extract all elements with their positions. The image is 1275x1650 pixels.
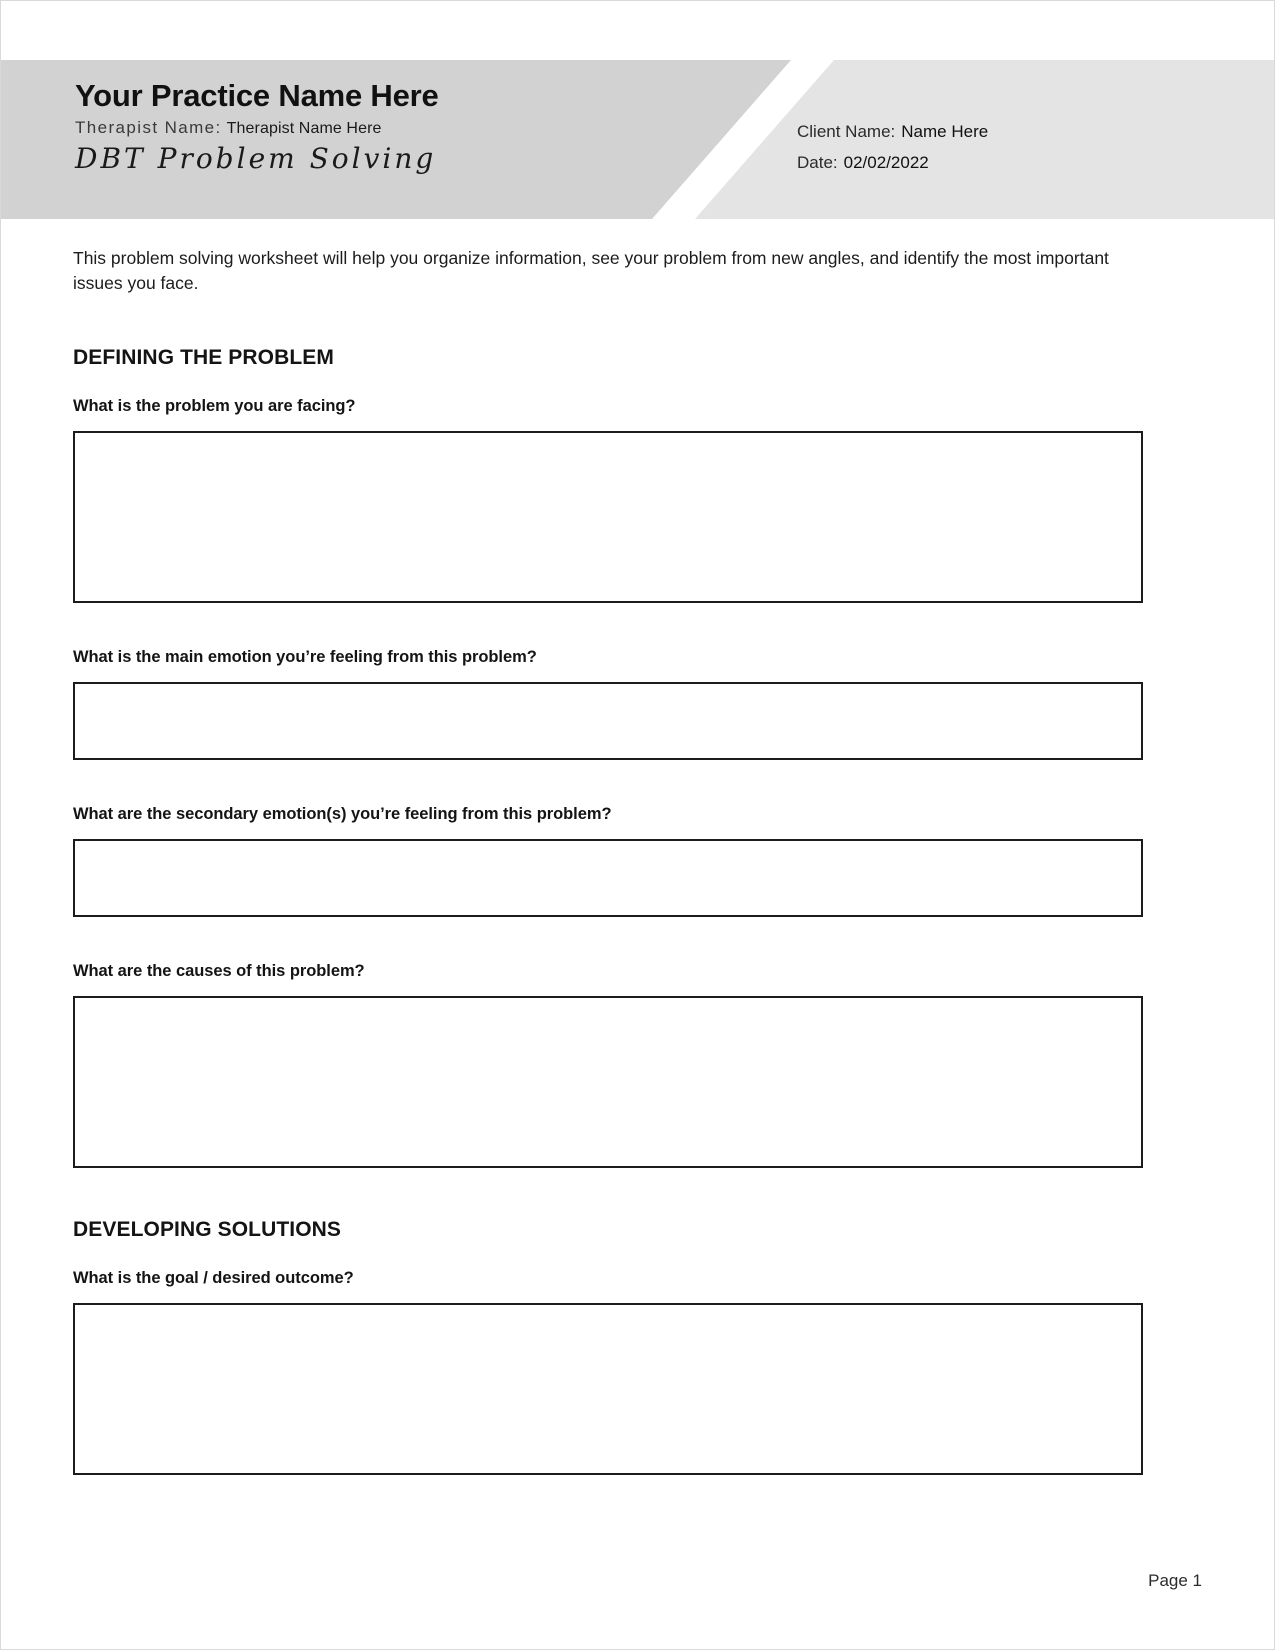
date-row <box>797 154 1227 173</box>
question-label-problem-facing: What is the problem you are facing? <box>73 396 356 415</box>
page-header <box>1 60 1275 219</box>
section-heading-defining-the-problem: DEFINING THE PROBLEM <box>73 345 335 369</box>
question-label-secondary-emotions: What are the secondary emotion(s) you’re feeling from this problem? <box>73 804 612 823</box>
therapist-name-label: Therapist Name: <box>75 117 222 137</box>
client-name-row <box>797 123 1227 142</box>
header-left-content <box>75 80 695 175</box>
answer-box-causes[interactable] <box>73 996 1143 1168</box>
intro-paragraph: This problem solving worksheet will help you organize information, see your problem from new angles, and identify the most important issues you face. <box>73 248 1109 293</box>
client-name-label: Client Name: <box>797 122 896 141</box>
answer-box-problem-facing[interactable] <box>73 431 1143 603</box>
therapist-name-value[interactable]: Therapist Name Here <box>226 119 382 137</box>
date-label: Date: <box>797 152 838 172</box>
answer-box-secondary-emotions[interactable] <box>73 839 1143 917</box>
question-label-goal-desired-outcome: What is the goal / desired outcome? <box>73 1268 354 1287</box>
section-heading-developing-solutions: DEVELOPING SOLUTIONS <box>73 1217 342 1241</box>
answer-box-goal-desired-outcome[interactable] <box>73 1303 1143 1475</box>
date-value[interactable]: 02/02/2022 <box>843 152 929 172</box>
header-right-content <box>797 123 1227 172</box>
worksheet-title: DBT Problem Solving <box>75 142 437 176</box>
therapist-name-row <box>75 119 695 138</box>
question-label-main-emotion: What is the main emotion you’re feeling from this problem? <box>73 647 537 666</box>
client-name-value[interactable]: Name Here <box>901 122 989 141</box>
page-number: Page 1 <box>1148 1571 1202 1590</box>
practice-name: Your Practice Name Here <box>75 78 439 113</box>
question-label-causes: What are the causes of this problem? <box>73 961 365 980</box>
worksheet-body <box>73 246 1143 1475</box>
answer-box-main-emotion[interactable] <box>73 682 1143 760</box>
